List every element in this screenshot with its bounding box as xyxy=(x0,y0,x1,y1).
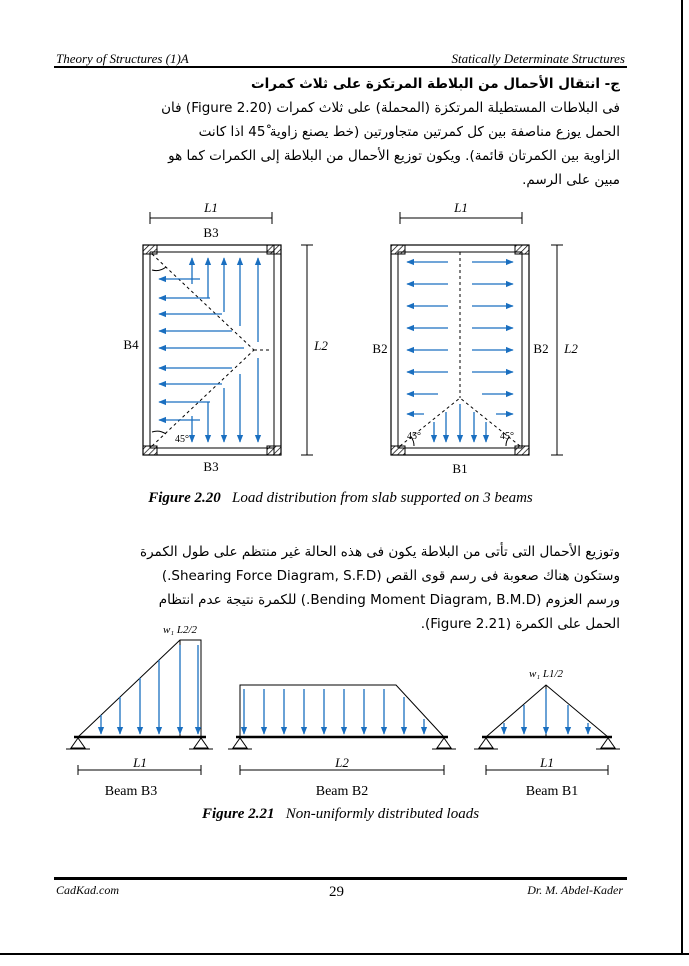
beam-b1-load: w₁ L1/2 xyxy=(528,668,564,680)
right-right-beam-label: B2 xyxy=(533,341,549,356)
page-right-border xyxy=(681,0,683,955)
beam-b2-name: Beam B2 xyxy=(315,784,369,799)
left-span-label: L1 xyxy=(204,200,218,215)
column xyxy=(515,446,529,455)
right-span-label: L1 xyxy=(454,200,468,215)
column xyxy=(267,446,281,455)
figure-2-20-diagram xyxy=(0,190,689,490)
left-bottom-beam-label: B3 xyxy=(203,459,219,474)
beam-b3 xyxy=(66,624,213,799)
right-height-label: L2 xyxy=(564,341,578,356)
fig20-right-panel xyxy=(372,200,578,476)
paragraph-1-line: الحمل يوزع مناصفة بين كل كمرتين متجاورتين (خط يصنع زاوية 45ْ اذا كانت xyxy=(198,124,620,140)
footer-right: Dr. M. Abdel-Kader xyxy=(527,883,623,897)
column xyxy=(515,245,529,254)
column xyxy=(391,446,405,455)
figure-2-21-diagram xyxy=(0,615,689,805)
paragraph-2-line: وستكون هناك صعوبة فى رسم قوى القص (Shearing Force Diagram, S.F.D.) xyxy=(161,568,620,584)
left-top-beam-label: B3 xyxy=(203,225,219,240)
beam-b1-name: Beam B1 xyxy=(525,784,579,799)
right-bottom-beam-label: B1 xyxy=(452,461,468,476)
header-left: Theory of Structures (1)A xyxy=(56,51,189,66)
paragraph-1 xyxy=(90,96,620,192)
footer-rule xyxy=(54,877,627,880)
column xyxy=(143,245,157,254)
paragraph-2-line: الحمل على الكمرة (Figure 2.21). xyxy=(420,616,620,632)
beam-b3-name: Beam B3 xyxy=(104,784,158,799)
caption-text: Non-uniformly distributed loads xyxy=(285,806,480,822)
fig20-left-panel xyxy=(123,200,328,474)
left-angle-label: 45° xyxy=(175,434,189,445)
beam-b3-span: L1 xyxy=(133,755,147,770)
page-bottom-border xyxy=(0,953,689,955)
header-rule xyxy=(54,66,627,68)
section-heading: ج- انتقال الأحمال من البلاطة المرتكزة على ثلاث كمرات xyxy=(251,76,620,92)
column xyxy=(143,446,157,455)
caption-number: Figure 2.21 xyxy=(201,806,275,822)
beam-b3-load: w₁ L2/2 xyxy=(162,624,198,636)
header-right: Statically Determinate Structures xyxy=(451,51,625,66)
caption-number: Figure 2.20 xyxy=(148,490,221,506)
paragraph-2-line: ورسم العزوم (Bending Moment Diagram, B.M.D.) للكمرة نتيجة عدم انتظام xyxy=(158,592,620,608)
beam-b2 xyxy=(228,685,456,799)
figure-2-20-caption xyxy=(54,490,627,507)
right-angle-right: 45° xyxy=(500,431,514,442)
beam-b2-span: L2 xyxy=(335,755,349,770)
beam-b1-span: L1 xyxy=(540,755,554,770)
paragraph-1-line: مبين على الرسم. xyxy=(522,172,620,188)
paragraph-2-line: وتوزيع الأحمال التى تأتى من البلاطة يكون فى هذه الحالة غير منتظم على طول الكمرة xyxy=(140,544,620,560)
caption-text: Load distribution from slab supported on 3 beams xyxy=(232,490,533,506)
paragraph-1-line: فى البلاطات المستطيلة المرتكزة (المحملة) على ثلاث كمرات (Figure 2.20) فان xyxy=(161,100,620,116)
right-left-beam-label: B2 xyxy=(372,341,388,356)
figure-2-21-caption xyxy=(54,806,627,823)
column xyxy=(267,245,281,254)
column xyxy=(391,245,405,254)
footer-left: CadKad.com xyxy=(56,883,119,897)
page-number: 29 xyxy=(329,884,344,900)
right-angle-left: 45° xyxy=(407,431,421,442)
left-side-beam-label: B4 xyxy=(123,337,139,352)
paragraph-1-line: الزاوية بين الكمرتان قائمة). ويكون توزيع الأحمال من البلاطة إلى الكمرات كما هو xyxy=(168,148,620,164)
beam-b1 xyxy=(474,668,620,799)
left-height-label: L2 xyxy=(314,338,328,353)
